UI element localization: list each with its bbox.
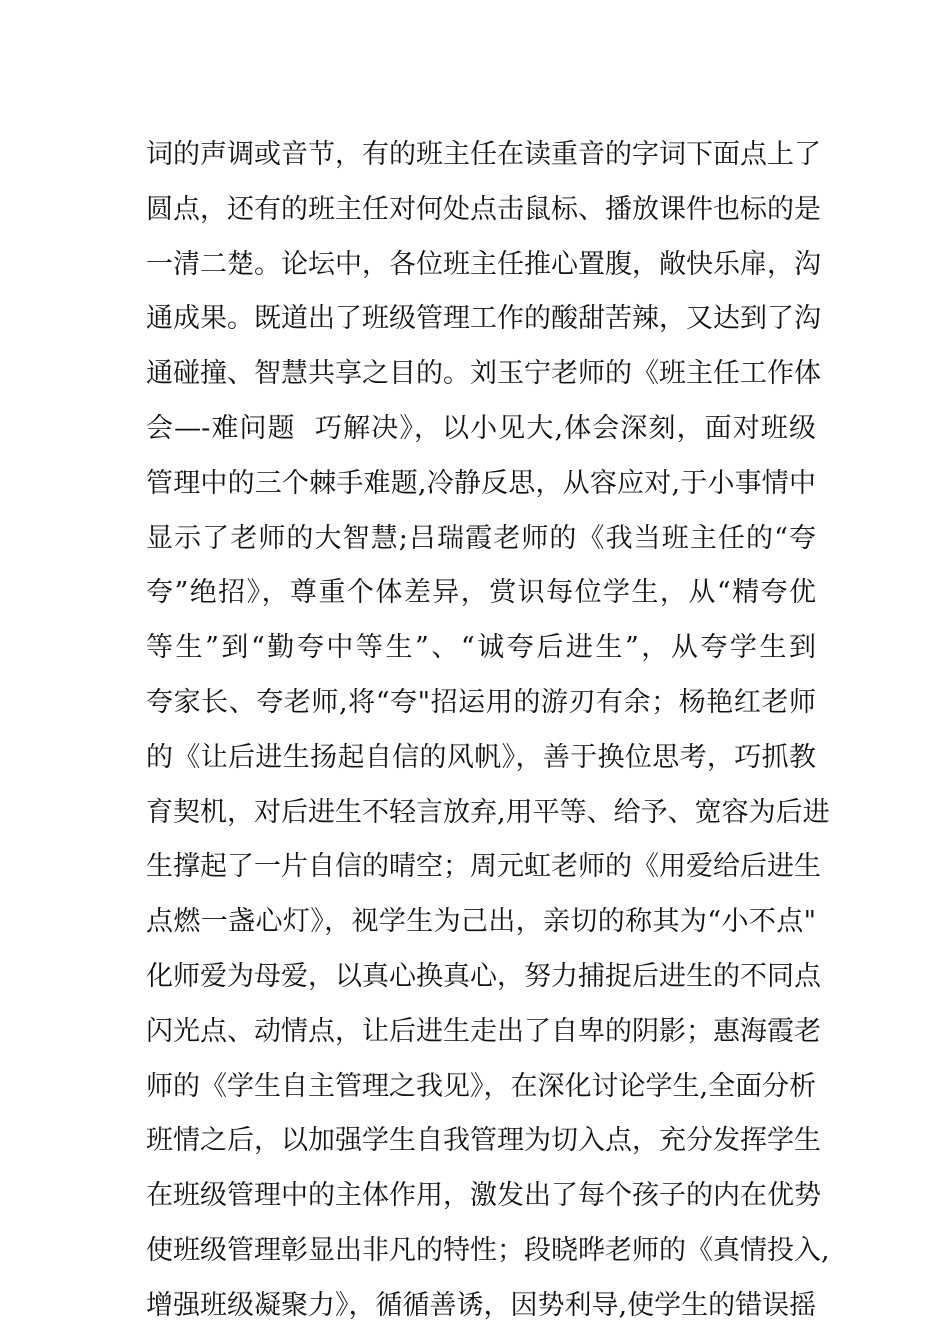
text-line-9: 夸”绝招》，尊重个体差异，赏识每位学生，从“精夸优 [146,577,816,609]
text-line-10: 等生”到“勤夸中等生”、“诚夸后进生”，从夸学生到 [146,632,816,664]
text-line-16: 化师爱为母爱，以真心换真心，努力捕捉后进生的不同点 [146,960,821,992]
text-line-14: 生撑起了一片自信的晴空；周元虹老师的《用爱给后进生 [146,851,821,883]
text-line-6: 会—-难问题 巧解决》，以小见大,体会深刻，面对班级 [146,412,816,444]
text-line-21: 使班级管理彰显出非凡的特性；段晓晔老师的《真情投入, [146,1234,830,1266]
body-text [146,128,830,1334]
text-line-18: 师的《学生自主管理之我见》，在深化讨论学生,全面分析 [146,1070,817,1102]
text-line-20: 在班级管理中的主体作用，激发出了每个孩子的内在优势 [146,1180,821,1212]
text-line-11: 夸家长、夸老师,将“夸"招运用的游刃有余；杨艳红老师 [146,686,816,718]
text-line-7: 管理中的三个棘手难题,冷静反思，从容应对,于小事情中 [146,467,816,499]
text-line-12: 的《让后进生扬起自信的风帆》，善于换位思考，巧抓教 [146,741,816,773]
text-line-3: 一清二楚。论坛中，各位班主任推心置腹，敞快乐扉，沟 [146,248,821,280]
text-line-1: 词的声调或音节，有的班主任在读重音的字词下面点上了 [146,139,821,170]
text-line-8: 显示了老师的大智慧;吕瑞霞老师的《我当班主任的“夸 [146,522,816,554]
text-line-5: 通碰撞、智慧共享之目的。刘玉宁老师的《班主任工作体 [146,358,821,390]
text-line-19: 班情之后，以加强学生自我管理为切入点，充分发挥学生 [146,1125,821,1157]
text-line-22: 增强班级凝聚力》，循循善诱，因势利导,使学生的错误摇 [146,1289,817,1321]
text-line-15: 点燃一盏心灯》，视学生为己出，亲切的称其为“小不点" [146,906,816,938]
text-line-2: 圆点，还有的班主任对何处点击鼠标、播放课件也标的是 [146,193,821,225]
text-line-13: 育契机，对后进生不轻言放弃,用平等、给予、宽容为后进 [146,796,830,828]
text-line-17: 闪光点、动情点，让后进生走出了自卑的阴影；惠海霞老 [146,1015,821,1047]
text-line-4: 通成果。既道出了班级管理工作的酸甜苦辣，又达到了沟 [146,303,821,335]
